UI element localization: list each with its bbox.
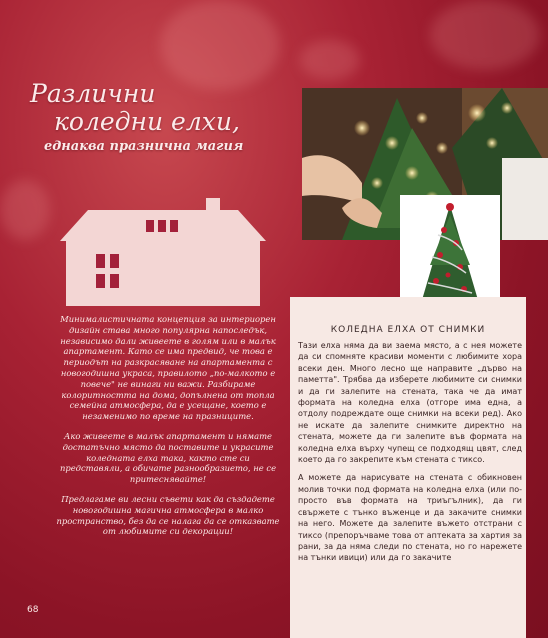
info-card <box>290 297 526 638</box>
page-number: 68 <box>27 605 39 615</box>
title-line-1: Различни <box>30 79 156 108</box>
title-line-2: коледни елхи, <box>54 107 240 136</box>
bokeh-light <box>300 40 360 80</box>
card-heading: КОЛЕДНА ЕЛХА ОТ СНИМКИ <box>330 325 486 335</box>
card-paragraph: Тази елха няма да ви заема място, а с нея можете да си спомняте красиви моменти с любимите хора всеки ден. Много лесно ще направите „дърво на паметта". Трябва да изберете любимите си снимки и да ги залепите на стената, така че да имат формата на коледна елха (отгоре има една, а отдолу подреждате още снимки на всеки ред). Ако не искате да залепите снимките директно на стената, можете да ги залепите във формата на коледна елха върху чупещ се подходящ цвят, след което да го закрепите към стената с тиксо. <box>298 341 522 465</box>
title-subtitle: еднаква празнична магия <box>44 139 244 154</box>
bokeh-light <box>160 0 280 90</box>
intro-paragraph: Ако живеете в малък апартамент и нямате достатъчно място да поставите и украсите коледната елха така, както сте си представяли, а обичате разнообразието, не се притеснявайте! <box>59 430 277 485</box>
bokeh-light <box>0 180 50 240</box>
card-body <box>298 340 522 571</box>
photo-christmas-tree <box>400 195 500 307</box>
house-icon <box>48 196 278 306</box>
card-paragraph: А можете да нарисувате на стената с обикновен молив точки под формата на коледна елха (или по-просто във формата на триъгълник), да ги свържете с тънко въженце и да закачите снимки на него. Можете да залепите въжето отстрани с тиксо (препоръчваме това от аптеката за хартия за рани, за да няма следи по стената, но го нарежете на тънки ивици) или да го закачите <box>298 473 522 563</box>
page-title <box>30 80 300 156</box>
bokeh-light <box>430 0 540 70</box>
intro-paragraph: Предлагаме ви лесни съвети как да създадете новогодишна магична атмосфера в малко пространство, без да се налага да се отказвате от любимите си декорации! <box>56 493 280 537</box>
intro-text <box>56 314 280 546</box>
intro-paragraph: Минималистичната концепция за интериорен дизайн става много популярна напоследък, независимо дали живеете в голям или в малък апартамент. Като се има предвид, че това е периодът на разкрасяване на апартамента с новогодишна украса, правилото „по-малкото е повече" не винаги ни важи. Разбираме колоритността на дома, допълнена от топла семейна атмосфера, да е усещане, което е незаменимо по време на празниците. <box>60 314 276 422</box>
